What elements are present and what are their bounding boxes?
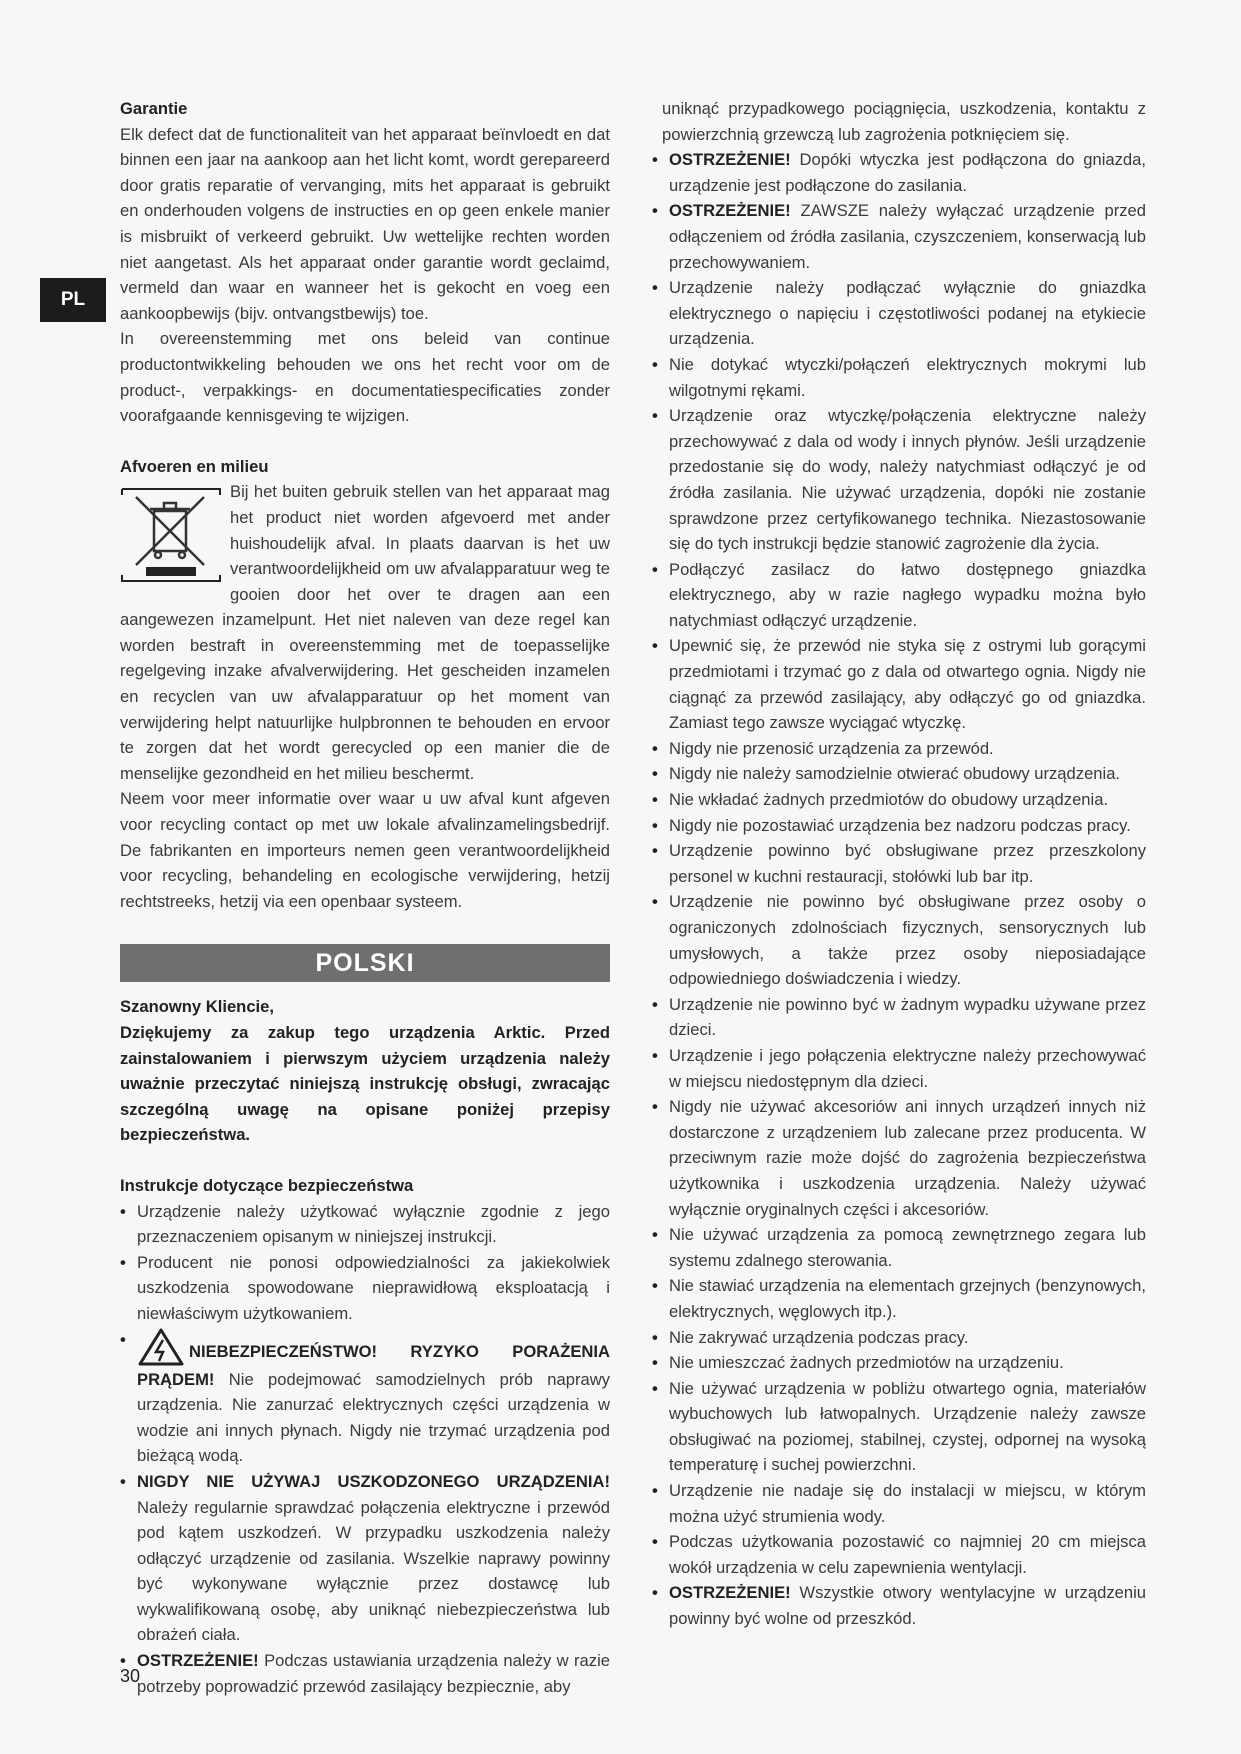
electric-shock-warning-icon xyxy=(137,1327,185,1367)
right-column xyxy=(652,96,1146,1632)
list-item: • Nigdy nie pozostawiać urządzenia bez nadzoru podczas pracy. xyxy=(652,813,1146,839)
list-item: • Podczas użytkowania pozostawić co najmniej 20 cm miejsca wokół urządzenia w celu zapewnienia wentylacji. xyxy=(652,1529,1146,1580)
safety-heading: Instrukcje dotyczące bezpieczeństwa xyxy=(120,1175,414,1195)
language-tab: PL xyxy=(40,278,106,322)
list-item: • Urządzenie należy podłączać wyłącznie do gniazdka elektrycznego o napięciu i częstotliwości podanej na etykiecie urządzenia. xyxy=(652,275,1146,352)
list-item: • Urządzenie i jego połączenia elektryczne należy przechowywać w miejscu niedostępnym dla dzieci. xyxy=(652,1043,1146,1094)
afvoeren-heading: Afvoeren en milieu xyxy=(120,456,269,476)
left-column xyxy=(120,96,610,1699)
list-item: • Nie umieszczać żadnych przedmiotów na urządzeniu. xyxy=(652,1350,1146,1376)
list-item: • Nie stawiać urządzenia na elementach grzejnych (benzynowych, elektrycznych, węglowych itp.). xyxy=(652,1273,1146,1324)
safety-list-right xyxy=(652,147,1146,1631)
page-number: 30 xyxy=(120,1666,141,1686)
list-item: • Nigdy nie przenosić urządzenia za przewód. xyxy=(652,736,1146,762)
afvoeren-paragraph: Bij het buiten gebruik stellen van het apparaat mag het product niet worden afgevoerd met ander huishoudelijk afval. In plaats daarvan is het uw verantwoordelijkheid om uw afvalapparatuur weg te gooien door het over te dragen aan een aangewezen inzamelpunt. Het niet naleven van deze regel kan worden bestraft in overeenstemming met de toepasselijke regelgeving inzake afvalverwijdering. Het gescheiden inzamelen en recyclen van uw afvalapparatuur op het moment van verwijdering helpt natuurlijke hulpbronnen te behouden en ervoor te zorgen dat het wordt gerecycled op een manier die de menselijke gezondheid en het milieu beschermt. xyxy=(120,482,610,783)
warning-text: Należy regularnie sprawdzać połączenia elektryczne i przewód pod kątem uszkodzeń. W przypadku uszkodzenia należy odłączyć urządzenie od zasilania. Wszelkie naprawy powinny być wykonywane wyłącznie przez dostawcę lub wykwalifikowaną osobę, aby uniknąć niebezpieczeństwa lub obrażeń ciała. xyxy=(137,1497,610,1645)
list-item: • Nigdy nie używać akcesoriów ani innych urządzeń innych niż dostarczone z urządzeniem lub zalecane przez producenta. W przeciwnym razie może dojść do zagrożenia bezpieczeństwa użytkownika i uszkodzenia urządzenia. Należy używać wyłącznie oryginalnych części i akcesoriów. xyxy=(652,1094,1146,1222)
list-item xyxy=(120,1469,610,1648)
warning-text: Wszystkie otwory wentylacyjne w urządzeniu powinny być wolne od przeszkód. xyxy=(669,1583,1146,1629)
list-item xyxy=(652,1580,1146,1631)
list-item: • Urządzenie nie nadaje się do instalacji w miejscu, w którym można użyć strumienia wody. xyxy=(652,1478,1146,1529)
list-item: • Nie używać urządzenia za pomocą zewnętrznego zegara lub systemu zdalnego sterowania. xyxy=(652,1222,1146,1273)
list-item: • Urządzenie oraz wtyczkę/połączenia elektryczne należy przechowywać z dala od wody i innych płynów. Jeśli urządzenie przedostanie się do wody, należy natychmiast odłączyć je od źródła zasilania. Nie używać urządzenia, dopóki nie zostanie sprawdzone przez certyfikowanego technika. Niezastosowanie się do tych instrukcji będzie stanowić zagrożenie dla życia. xyxy=(652,403,1146,557)
list-item: • Producent nie ponosi odpowiedzialności za jakiekolwiek uszkodzenia spowodowane nieprawidłową eksploatacją i niewłaściwym użytkowaniem. xyxy=(120,1250,610,1327)
list-item: • Nie zakrywać urządzenia podczas pracy. xyxy=(652,1325,1146,1351)
list-item xyxy=(652,147,1146,198)
intro-paragraph: Dziękujemy za zakup tego urządzenia Arktic. Przed zainstalowaniem i pierwszym użyciem urządzenia należy uważnie przeczytać niniejszą instrukcję obsługi, zwracając szczególną uwagę na opisane poniżej przepisy bezpieczeństwa. xyxy=(120,1023,610,1145)
caution-label: OSTRZEŻENIE! xyxy=(669,150,791,170)
section-band-polski: POLSKI xyxy=(120,944,610,982)
warning-text: Podczas ustawiania urządzenia należy w razie potrzeby poprowadzić przewód zasilający bezpiecznie, aby xyxy=(137,1651,610,1696)
disposal-block xyxy=(120,479,610,786)
caution-label: OSTRZEŻENIE! xyxy=(669,201,791,221)
list-item: • Upewnić się, że przewód nie styka się z ostrymi lub gorącymi przedmiotami i trzymać go z dala od otwartego ognia. Nigdy nie ciągnąć za przewód zasilający, aby odłączyć go od gniazdka. Zamiast tego zawsze wyciągać wtyczkę. xyxy=(652,633,1146,735)
continuation-paragraph: uniknąć przypadkowego pociągnięcia, uszkodzenia, kontaktu z powierzchnią grzewczą lub zagrożenia potknięciem się. xyxy=(662,99,1146,144)
afvoeren-paragraph-2: Neem voor meer informatie over waar u uw afval kunt afgeven voor recycling contact op met uw lokale afvalinzamelingsbedrijf. De fabrikanten en importeurs nemen geen verantwoordelijkheid voor recycling, behandeling en ecologische verwijdering, hetzij rechtstreeks, hetzij via een openbaar systeem. xyxy=(120,789,610,911)
list-item: • Nie wkładać żadnych przedmiotów do obudowy urządzenia. xyxy=(652,787,1146,813)
list-item: • Urządzenie powinno być obsługiwane przez przeszkolony personel w kuchni restauracji, stołówki lub bar itp. xyxy=(652,838,1146,889)
caution-label: OSTRZEŻENIE! xyxy=(137,1651,259,1671)
damaged-device-warning: NIGDY NIE UŻYWAJ USZKODZONEGO URZĄDZENIA! xyxy=(137,1471,610,1491)
crossed-bin-icon xyxy=(120,481,222,589)
garantie-paragraph-2: In overeenstemming met ons beleid van continue productontwikkeling behouden we ons het recht voor om de product-, verpakkings- en documentatiespecificaties zonder voorafgaande kennisgeving te wijzigen. xyxy=(120,329,610,426)
warning-text: Dopóki wtyczka jest podłączona do gniazda, urządzenie jest podłączone do zasilania. xyxy=(669,150,1146,195)
danger-warning: NIEBEZPIECZEŃSTWO! RYZYKO PORAŻENIA PRĄDEM! xyxy=(137,1341,610,1389)
list-item: • Urządzenie nie powinno być obsługiwane przez osoby o ograniczonych zdolnościach fizycznych, sensorycznych lub umysłowych, a także przez osoby nieposiadające odpowiedniego doświadczenia i wiedzy. xyxy=(652,889,1146,991)
greeting: Szanowny Kliencie, xyxy=(120,997,274,1017)
list-item xyxy=(120,1648,610,1699)
list-item: • Podłączyć zasilacz do łatwo dostępnego gniazdka elektrycznego, aby w razie nagłego wypadku można było natychmiast odłączyć urządzenie. xyxy=(652,557,1146,634)
list-item: • Nie dotykać wtyczki/połączeń elektrycznych mokrymi lub wilgotnymi rękami. xyxy=(652,352,1146,403)
garantie-heading: Garantie xyxy=(120,99,188,118)
list-item: • Urządzenie nie powinno być w żadnym wypadku używane przez dzieci. xyxy=(652,992,1146,1043)
list-item: • Nie używać urządzenia w pobliżu otwartego ognia, materiałów wybuchowych lub łatwopalnych. Urządzenie należy zawsze obsługiwać na poziomej, stabilnej, czystej, odpornej na wysoką temperaturę i suchej powierzchni. xyxy=(652,1376,1146,1478)
list-item xyxy=(120,1327,610,1469)
safety-list-left xyxy=(120,1199,610,1700)
warning-text: Nie podejmować samodzielnych prób naprawy urządzenia. Nie zanurzać elektrycznych części urządzenia w wodzie ani innych płynach. Nigdy nie trzymać urządzenia pod bieżącą wodą. xyxy=(137,1369,610,1466)
list-item xyxy=(652,198,1146,275)
caution-label: OSTRZEŻENIE! xyxy=(669,1583,791,1603)
garantie-paragraph: Elk defect dat de functionaliteit van het apparaat beïnvloedt en dat binnen een jaar na aankoop aan het licht komt, wordt gerepareerd door gratis reparatie of vervanging, mits het apparaat is gebruikt en onderhouden volgens de instructies en op geen enkele manier is misbruikt of verkeerd gebruikt. Uw wettelijke rechten worden niet aangetast. Als het apparaat onder garantie wordt geclaimd, vermeld dan waar en wanneer het is gekocht en voeg een aankoopbewijs (bijv. ontvangstbewijs) toe. xyxy=(120,124,610,323)
list-item: • Urządzenie należy użytkować wyłącznie zgodnie z jego przeznaczeniem opisanym w niniejszej instrukcji. xyxy=(120,1199,610,1250)
warning-text: ZAWSZE należy wyłączać urządzenie przed odłączeniem od źródła zasilania, czyszczeniem, konserwacją lub przechowywaniem. xyxy=(669,201,1146,272)
list-item: • Nigdy nie należy samodzielnie otwierać obudowy urządzenia. xyxy=(652,761,1146,787)
